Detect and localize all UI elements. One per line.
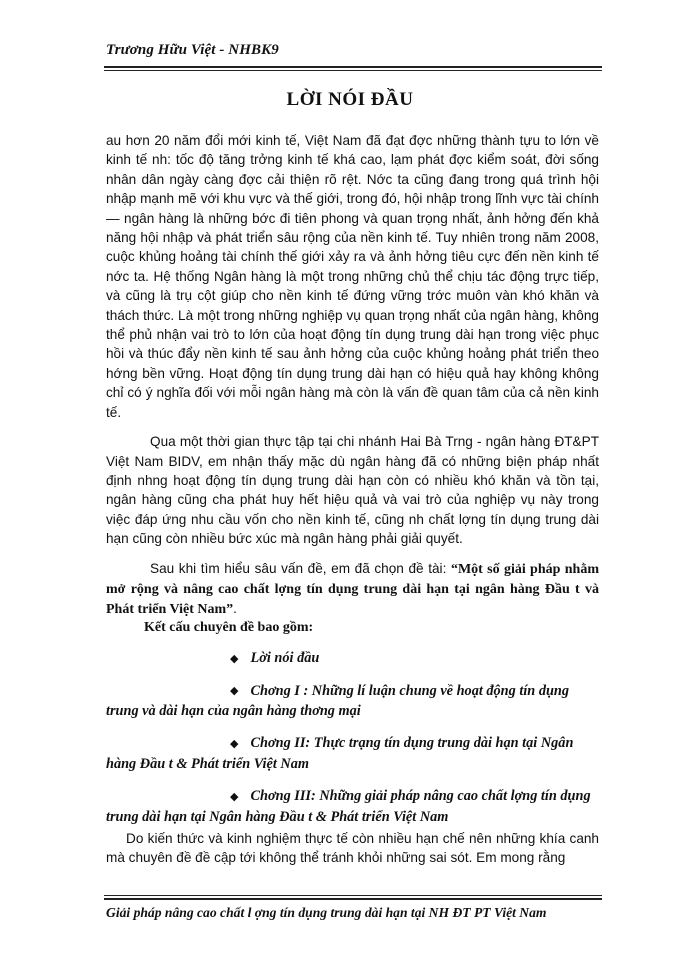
footer-divider [104,895,602,900]
list-item-text: Chơng III: Những giải pháp nâng cao chất lợng tín dụng trung dài hạn tại Ngân hàng Đầu t & Phát triển Việt Nam [106,788,591,825]
running-header: Trương Hữu Việt - NHBK9 [106,42,279,58]
page-title: LỜI NÓI ĐẦU [286,89,414,110]
list-item-text: Lời nói đầu [250,650,320,666]
list-item [106,648,599,669]
paragraph-conclusion: Do kiến thức và kinh nghiệm thực tế còn nhiều hạn chế nên những khía canh mà chuyên đề đề cập tới không thể tránh khỏi những sai sót. Em mong rằng [106,831,599,866]
paragraph-internship: Qua một thời gian thực tập tại chi nhánh Hai Bà Trng - ngân hàng ĐT&PT Việt Nam BIDV, em nhận thấy mặc dù ngân hàng đã có những biện pháp nhất định nhng hoạt động tín dụng trung dài hạn còn có nhiều khó khăn và tồn tại, ngân hàng cũng cha phát huy hết hiệu quả và vai trò của nghiệp vụ này trong việc đáp ứng nhu cầu vốn cho nền kinh tế, cũng nh chất lợng tín dụng trung dài hạn cũng còn nhiều bức xúc mà ngân hàng phải giải quyết. [106,434,599,547]
diamond-bullet-icon: ◆ [230,652,239,665]
list-item-text: Chơng I : Những lí luận chung về hoạt động tín dụng trung và dài hạn của ngân hàng thơng mại [106,682,570,720]
topic-end: . [233,601,237,617]
diamond-bullet-icon: ◆ [230,790,239,803]
list-item [106,786,599,827]
running-footer: Giải pháp nâng cao chất l ợng tín dụng trung dài hạn tại NH ĐT PT Việt Nam [106,905,547,920]
topic-lead: Sau khi tìm hiểu sâu vấn đề, em đã chọn đề tài: [150,560,451,576]
paragraph-intro: au hơn 20 năm đổi mới kinh tế, Việt Nam đã đạt đợc những thành tựu to lớn về kinh tế nh: tốc độ tăng trởng kinh tế khá cao, lạm phát đợc kiểm soát, đời sống nhân dân ngày càng đợc cải thiện rõ rệt. Nớc ta cũng đang trong quá trình hội nhập mạnh mẽ với khu vực và thế giới, trong đó, hội nhập trong lĩnh vực tài chính — ngân hàng là những bớc đi tiên phong và quan trọng nhất, ảnh hởng đến khả năng hội nhập và phát triển sâu rộng của nền kinh tế. Tuy nhiên trong năm 2008, cuộc khủng hoảng tài chính thế giới xảy ra và ảnh hởng tiêu cực đến nền kinh tế nớc ta. Hệ thống Ngân hàng là một trong những chủ thể chịu tác động trực tiếp, và cũng là trụ cột giúp cho nền kinh tế đứng vững trớc muôn vàn khó khăn và thách thức. Là một trong những nghiệp vụ quan trọng nhất của ngân hàng, không thể phủ nhận vai trò to lớn của hoạt động tín dụng trung dài hạn trong việc phục hồi và thúc đẩy nền kinh tế sau ảnh hởng của cuộc khủng hoảng phát triển theo hớng bền vững. Hoạt động tín dụng trung dài hạn có hiệu quả hay không không chỉ có ý nghĩa đối với mỗi ngân hàng mà còn là vấn đề quan tâm của cả nền kinh tế. [106,133,599,420]
paragraph-topic [106,559,599,620]
diamond-bullet-icon: ◆ [230,738,239,751]
structure-list [106,648,599,839]
topic-title: “Một số giải pháp nhằm mở rộng và nâng cao chất lợng tín dụng trung dài hạn tại ngân hàng Đầu t và Phát triển Việt Nam” [106,561,599,618]
diamond-bullet-icon: ◆ [230,685,239,698]
list-item [106,681,599,722]
list-item-text: Chơng II: Thực trạng tín dụng trung dài hạn tại Ngân hàng Đầu t & Phát triển Việt Nam [106,735,574,773]
header-divider [104,66,602,71]
list-item [106,733,599,774]
body-text [106,131,599,620]
structure-heading: Kết cấu chuyên đề bao gồm: [144,620,314,635]
